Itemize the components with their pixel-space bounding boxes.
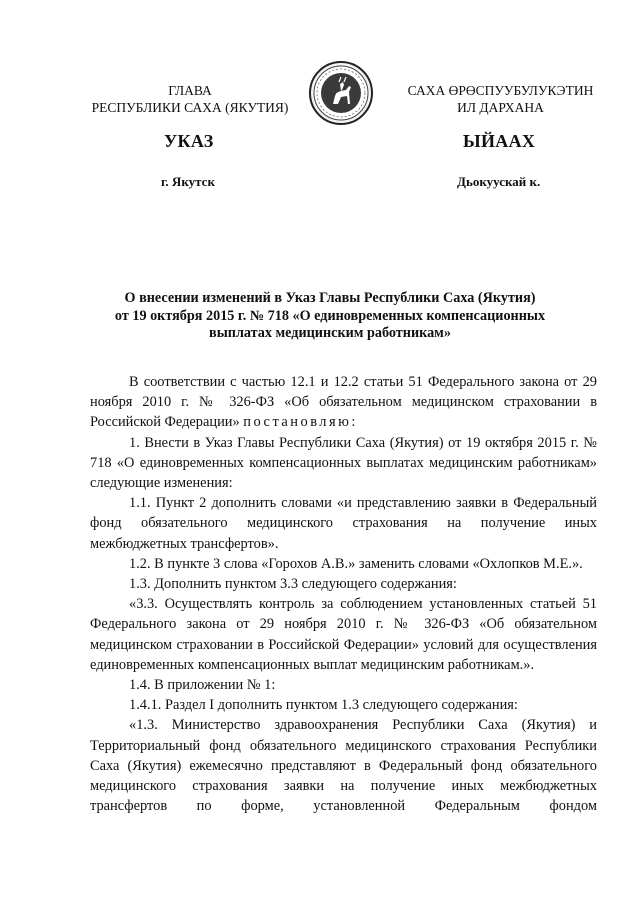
header-right-line1: САХА ӨРӨСПУУБУЛУКЭТИН xyxy=(407,83,594,98)
document-body xyxy=(90,372,597,816)
paragraph-1-3-quote: «1.3. Министерство здравоохранения Республики Саха (Якутия) и Территориальный фонд обязательного медицинского страхования Республики Саха (Якутия) ежемесячно представляют в Федеральный фонд обязательного медицинского страхования заявки на получение иных межбюджетных трансфертов по форме, установленной Федеральным фондом xyxy=(90,717,597,815)
paragraph-1-4-1: 1.4.1. Раздел I дополнить пунктом 1.3 следующего содержания: xyxy=(129,697,518,714)
decree-title-yakut: ЫЙААХ xyxy=(463,131,536,151)
decree-title-russian: УКАЗ xyxy=(164,131,214,151)
header-left-line2: РЕСПУБЛИКИ САХА (ЯКУТИЯ) xyxy=(91,100,289,115)
header-left-line1: ГЛАВА xyxy=(168,83,212,98)
header-right-block xyxy=(393,82,608,116)
preamble-text: В соответствии с частью 12.1 и 12.2 статьи 51 Федерального закона от 29 ноября 2010 г. № 326-ФЗ «Об обязательном медицинском страховании в Российской Федерации» xyxy=(90,374,597,431)
document-title-line2: от 19 октября 2015 г. № 718 «О единовременных компенсационных xyxy=(114,307,546,324)
paragraph-3-3-quote: «3.3. Осуществлять контроль за соблюдением установленных статьей 51 Федерального закона от 29 ноября 2010 г. № 326-ФЗ «Об обязательном медицинском страховании в Российской Федерации» условий для осуществления единовременных компенсационных выплат медицинским работникам.». xyxy=(90,596,597,673)
document-title xyxy=(100,290,560,343)
paragraph-preamble xyxy=(90,372,597,433)
paragraph-1-4: 1.4. В приложении № 1: xyxy=(129,677,276,694)
paragraph-1-3: 1.3. Дополнить пунктом 3.3 следующего содержания: xyxy=(129,576,457,593)
document-title-line1: О внесении изменений в Указ Главы Республики Саха (Якутия) xyxy=(124,290,536,306)
city-yakut: Дьокуускай к. xyxy=(457,174,541,189)
preamble-resolve: постановляю: xyxy=(243,414,358,431)
header-right-line2: ИЛ ДАРХАНА xyxy=(457,100,544,115)
document-title-line3: выплатах медицинским работникам» xyxy=(209,325,451,341)
city-russian: г. Якутск xyxy=(161,174,215,189)
paragraph-1-1: 1.1. Пункт 2 дополнить словами «и представлению заявки в Федеральный фонд обязательного медицинского страхования на получение иных межбюджетных трансфертов». xyxy=(90,495,597,552)
paragraph-1: 1. Внести в Указ Главы Республики Саха (Якутия) от 19 октября 2015 г. № 718 «О единовременных компенсационных выплатах медицинским работникам» следующие изменения: xyxy=(90,434,597,492)
header-left-block xyxy=(80,82,300,116)
paragraph-1-2: 1.2. В пункте 3 слова «Горохов А.В.» заменить словами «Охлопков М.Е.». xyxy=(129,555,583,572)
republic-emblem-icon xyxy=(308,60,374,126)
